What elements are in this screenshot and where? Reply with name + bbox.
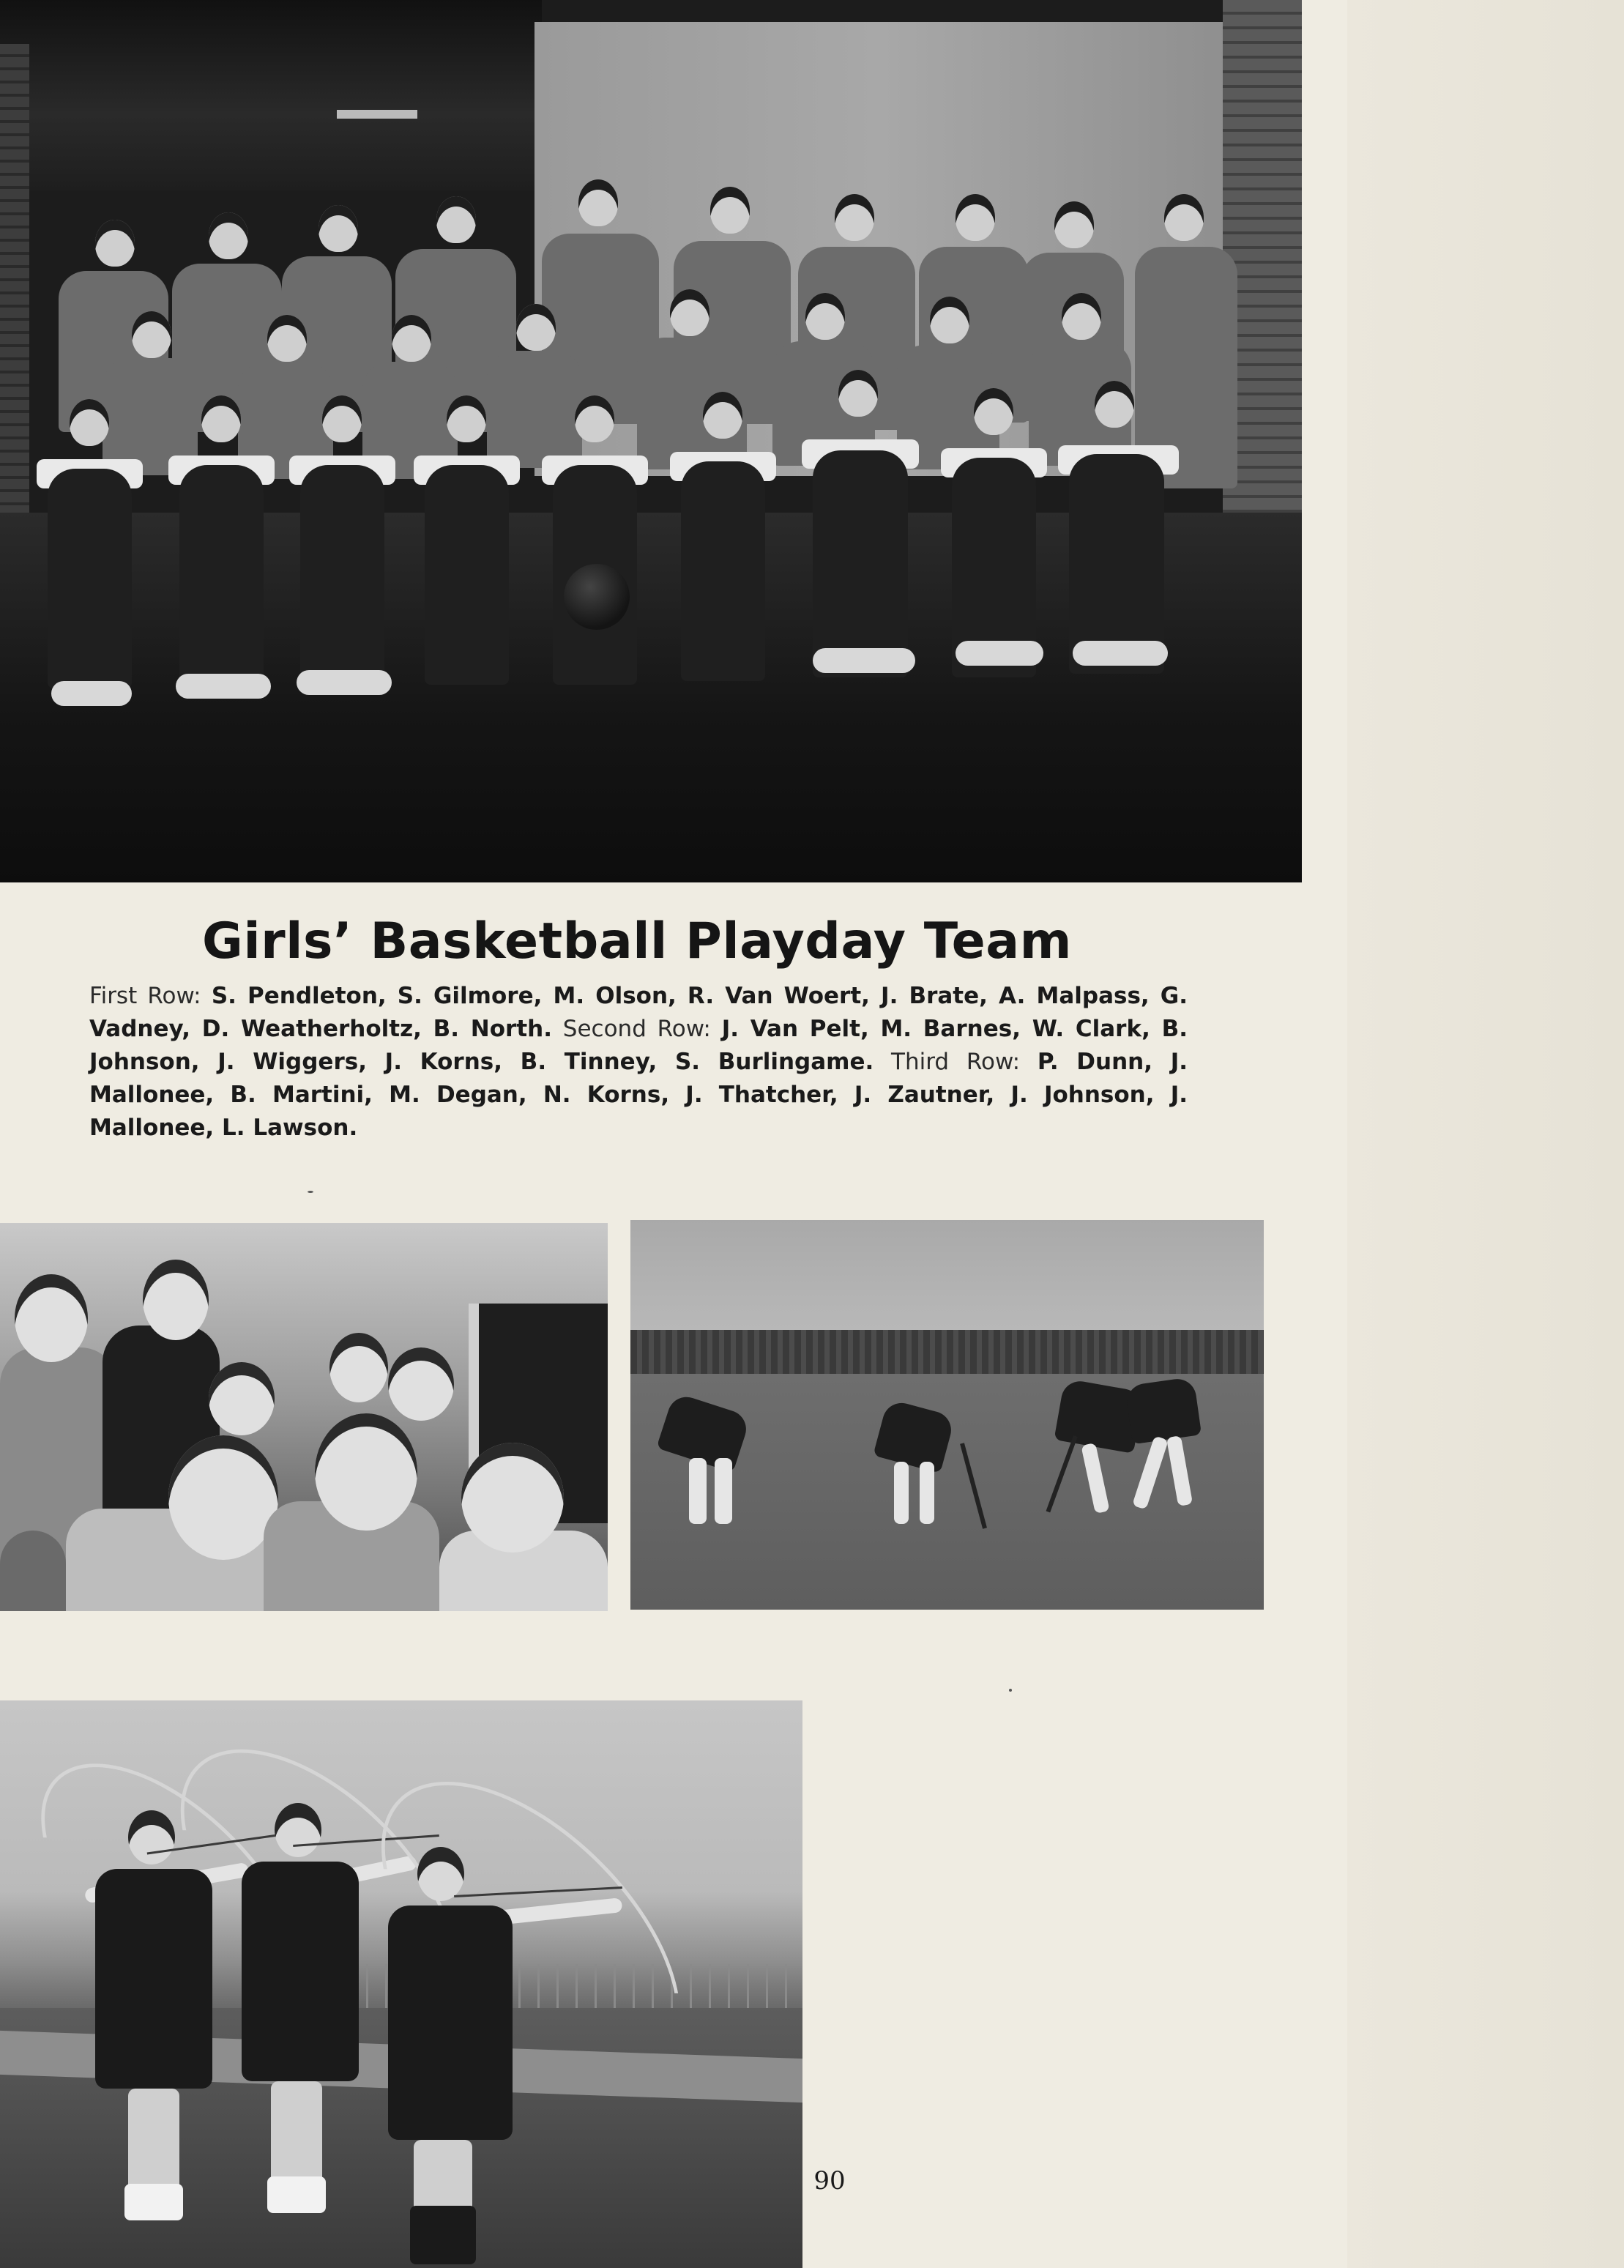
passenger-coat	[0, 1531, 66, 1611]
basketball	[564, 564, 630, 630]
page-number: 90	[813, 2166, 846, 2196]
print-speck	[308, 1191, 313, 1193]
team-photo	[0, 0, 1302, 882]
first-row-names: S. Pendleton, S. Gilmore, M. Olson, R. Van Woert, J. Brate, A. Malpass, G. Vadney, D. Weatherholtz, B. North.	[89, 983, 1188, 1042]
second-row-names: J. Van Pelt, M. Barnes, W. Clark, B. Johnson, J. Wiggers, J. Korns, B. Tinney, S. Burlingame.	[89, 1016, 1188, 1075]
caption-roster	[89, 980, 1188, 1145]
passenger-face	[461, 1443, 564, 1553]
passenger-face	[315, 1413, 417, 1531]
third-row-label: Third Row:	[891, 1049, 1021, 1075]
sky	[630, 1220, 1264, 1330]
passenger-face	[168, 1435, 278, 1560]
archery-photo	[0, 1700, 802, 2268]
ceiling-light	[337, 110, 417, 119]
hallway-ceiling	[0, 0, 542, 190]
passenger-face	[143, 1260, 209, 1340]
page-edge	[1347, 0, 1624, 2268]
field-hockey-photo	[630, 1220, 1264, 1610]
passenger-face	[388, 1347, 454, 1421]
second-row-label: Second Row:	[562, 1016, 711, 1042]
brick-wall-left	[0, 44, 29, 513]
bus-photo	[0, 1223, 608, 1611]
first-row-label: First Row:	[89, 983, 201, 1009]
print-speck	[1009, 1689, 1012, 1692]
passenger-face	[15, 1274, 88, 1362]
passenger-face	[209, 1362, 275, 1435]
tree-line	[630, 1330, 1264, 1374]
passenger-face	[329, 1333, 388, 1402]
third-row-names: P. Dunn, J. Mallonee, B. Martini, M. Degan, N. Korns, J. Thatcher, J. Zautner, J. Johnson, J. Mallonee, L. Lawson.	[89, 1049, 1188, 1141]
caption-title: Girls’ Basketball Playday Team	[202, 912, 1072, 970]
